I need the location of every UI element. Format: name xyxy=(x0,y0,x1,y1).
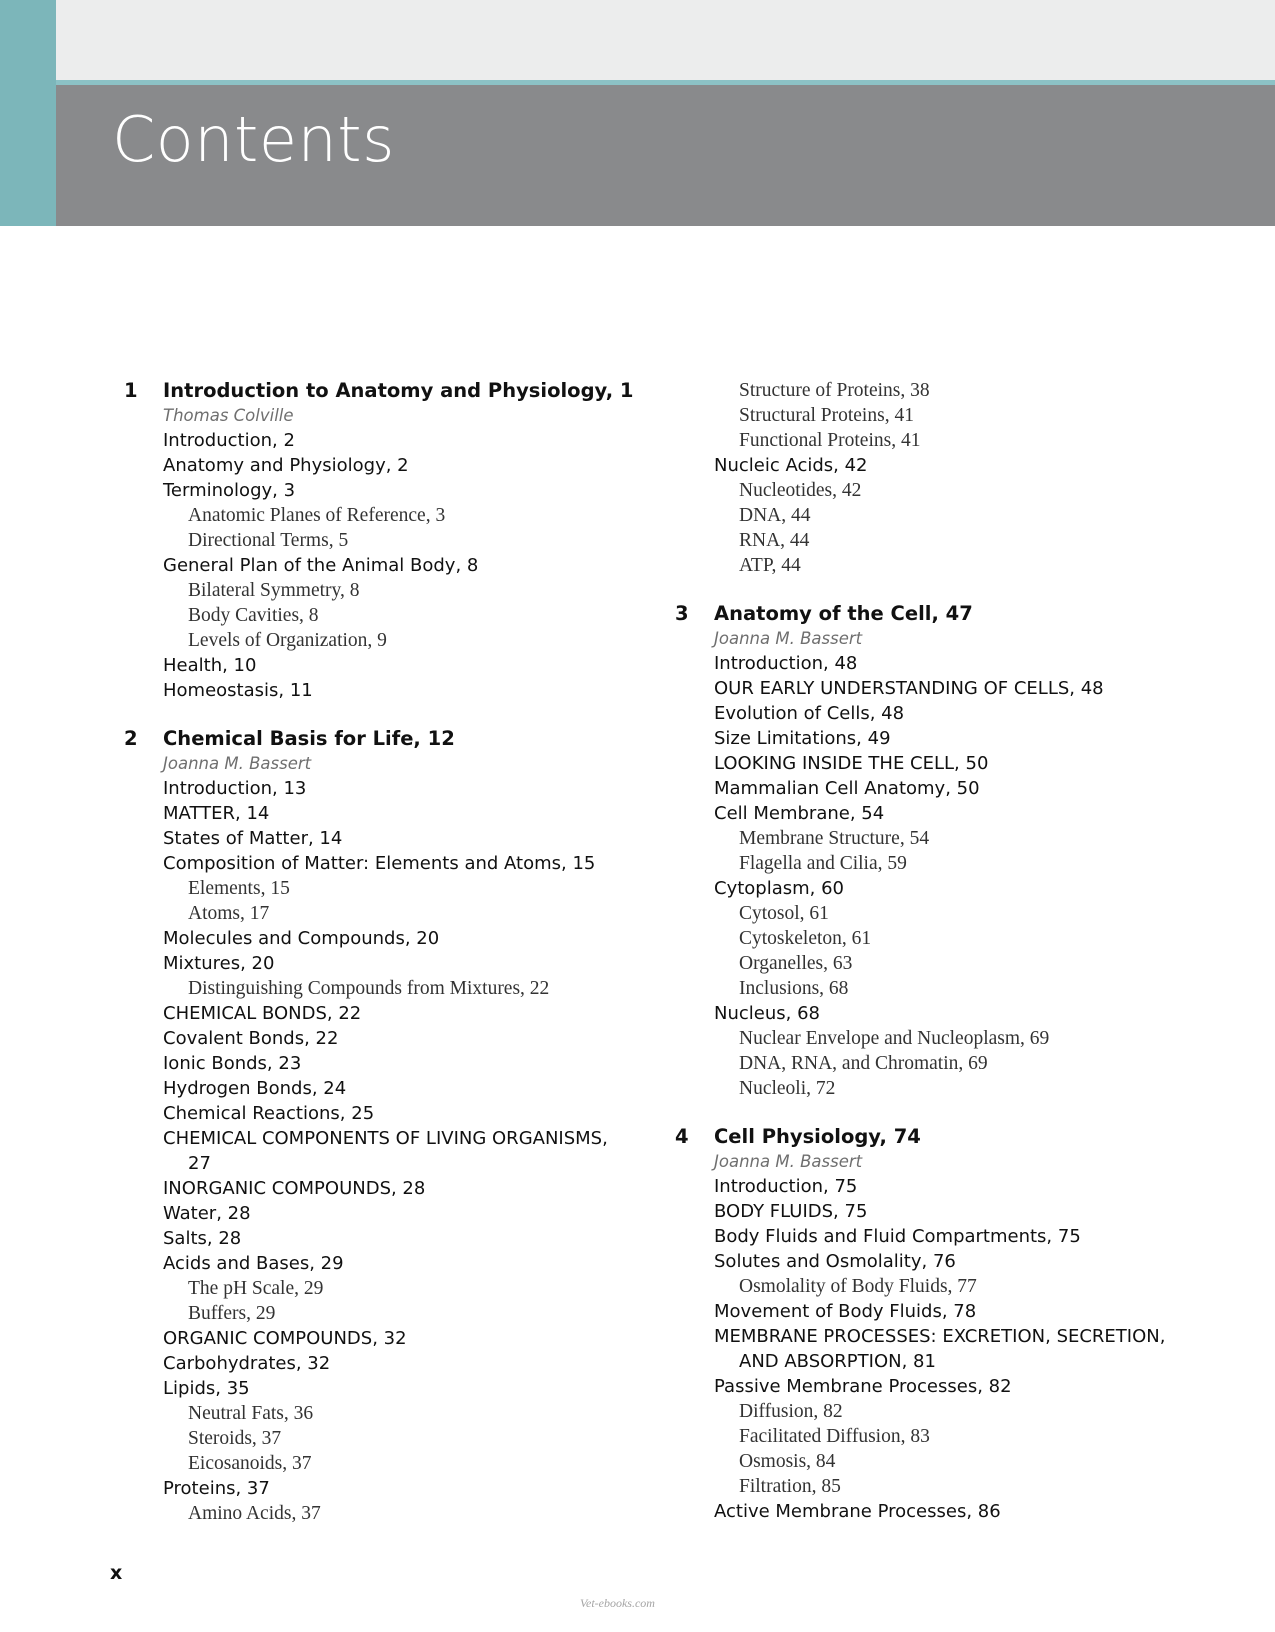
chapter-number: 4 xyxy=(675,1125,689,1148)
toc-entry[interactable]: Nucleic Acids, 42 xyxy=(714,455,868,476)
toc-subentry[interactable]: Directional Terms, 5 xyxy=(188,530,349,551)
toc-entry[interactable]: Mammalian Cell Anatomy, 50 xyxy=(714,778,980,799)
toc-subentry[interactable]: Membrane Structure, 54 xyxy=(739,828,930,849)
toc-subentry[interactable]: Cytoskeleton, 61 xyxy=(739,928,872,949)
toc-subentry[interactable]: Inclusions, 68 xyxy=(739,978,849,999)
chapter-number: 1 xyxy=(124,379,138,402)
toc-subentry[interactable]: ATP, 44 xyxy=(739,555,801,576)
toc-subentry[interactable]: Functional Proteins, 41 xyxy=(739,430,921,451)
toc-entry[interactable]: Anatomy and Physiology, 2 xyxy=(163,455,409,476)
toc-subentry[interactable]: Eicosanoids, 37 xyxy=(188,1453,312,1474)
toc-entry[interactable]: Composition of Matter: Elements and Atoms, 15 xyxy=(163,853,596,874)
toc-subentry[interactable]: Buffers, 29 xyxy=(188,1303,276,1324)
chapter-title[interactable]: Introduction to Anatomy and Physiology, 1 xyxy=(163,379,634,402)
toc-entry[interactable]: Homeostasis, 11 xyxy=(163,680,313,701)
toc-subentry[interactable]: Osmosis, 84 xyxy=(739,1451,836,1472)
header-accent-bar xyxy=(0,0,56,226)
toc-entry[interactable]: Health, 10 xyxy=(163,655,257,676)
page-title: Contents xyxy=(112,103,395,176)
toc-entry[interactable]: General Plan of the Animal Body, 8 xyxy=(163,555,479,576)
chapter-author: Joanna M. Bassert xyxy=(714,1152,863,1171)
toc-subentry[interactable]: The pH Scale, 29 xyxy=(188,1278,324,1299)
chapter-number: 3 xyxy=(675,602,689,625)
toc-entry[interactable]: Hydrogen Bonds, 24 xyxy=(163,1078,347,1099)
toc-subentry[interactable]: DNA, 44 xyxy=(739,505,811,526)
toc-entry[interactable]: Chemical Reactions, 25 xyxy=(163,1103,375,1124)
toc-entry[interactable]: Salts, 28 xyxy=(163,1228,242,1249)
chapter-title[interactable]: Chemical Basis for Life, 12 xyxy=(163,727,455,750)
toc-entry[interactable]: Lipids, 35 xyxy=(163,1378,250,1399)
toc-subentry[interactable]: Anatomic Planes of Reference, 3 xyxy=(188,505,446,526)
toc-entry[interactable]: OUR EARLY UNDERSTANDING OF CELLS, 48 xyxy=(714,678,1104,699)
toc-entry[interactable]: Evolution of Cells, 48 xyxy=(714,703,905,724)
section-gap xyxy=(124,703,644,726)
toc-entry[interactable]: INORGANIC COMPOUNDS, 28 xyxy=(163,1178,426,1199)
toc-subentry[interactable]: Amino Acids, 37 xyxy=(188,1503,321,1524)
toc-subentry[interactable]: Nucleotides, 42 xyxy=(739,480,862,501)
toc-entry[interactable]: Ionic Bonds, 23 xyxy=(163,1053,302,1074)
toc-entry[interactable]: Cell Membrane, 54 xyxy=(714,803,885,824)
header-top-band xyxy=(0,0,1275,82)
toc-entry-continuation: AND ABSORPTION, 81 xyxy=(739,1351,936,1372)
toc-entry[interactable]: Introduction, 13 xyxy=(163,778,307,799)
chapter-heading xyxy=(675,1124,1195,1149)
toc-subentry[interactable]: Diffusion, 82 xyxy=(739,1401,843,1422)
toc-entry[interactable]: Nucleus, 68 xyxy=(714,1003,820,1024)
toc-entry[interactable]: Introduction, 2 xyxy=(163,430,295,451)
toc-entry[interactable]: Terminology, 3 xyxy=(163,480,296,501)
toc-entry[interactable]: Introduction, 48 xyxy=(714,653,858,674)
toc-entry[interactable]: Water, 28 xyxy=(163,1203,251,1224)
toc-subentry[interactable]: Neutral Fats, 36 xyxy=(188,1403,314,1424)
toc-entry[interactable]: Movement of Body Fluids, 78 xyxy=(714,1301,977,1322)
chapter-heading xyxy=(124,726,644,751)
toc-subentry[interactable]: Nucleoli, 72 xyxy=(739,1078,836,1099)
toc-subentry[interactable]: DNA, RNA, and Chromatin, 69 xyxy=(739,1053,988,1074)
toc-entry[interactable]: Mixtures, 20 xyxy=(163,953,275,974)
toc-entry[interactable]: States of Matter, 14 xyxy=(163,828,343,849)
toc-subentry[interactable]: Bilateral Symmetry, 8 xyxy=(188,580,360,601)
toc-entry[interactable]: Size Limitations, 49 xyxy=(714,728,891,749)
toc-entry[interactable]: ORGANIC COMPOUNDS, 32 xyxy=(163,1328,407,1349)
toc-subentry[interactable]: Elements, 15 xyxy=(188,878,290,899)
toc-entry[interactable]: MEMBRANE PROCESSES: EXCRETION, SECRETION, xyxy=(714,1326,1166,1347)
toc-entry[interactable]: BODY FLUIDS, 75 xyxy=(714,1201,868,1222)
toc-entry[interactable]: Body Fluids and Fluid Compartments, 75 xyxy=(714,1226,1081,1247)
toc-entry[interactable]: CHEMICAL BONDS, 22 xyxy=(163,1003,362,1024)
chapter-heading xyxy=(124,378,644,403)
chapter-title[interactable]: Anatomy of the Cell, 47 xyxy=(714,602,973,625)
toc-entry[interactable]: Active Membrane Processes, 86 xyxy=(714,1501,1001,1522)
toc-subentry[interactable]: Filtration, 85 xyxy=(739,1476,841,1497)
chapter-number: 2 xyxy=(124,727,138,750)
toc-entry[interactable]: Passive Membrane Processes, 82 xyxy=(714,1376,1012,1397)
chapter-author: Thomas Colville xyxy=(163,406,294,425)
toc-column-left xyxy=(124,378,644,1526)
toc-entry[interactable]: Cytoplasm, 60 xyxy=(714,878,845,899)
toc-subentry[interactable]: Organelles, 63 xyxy=(739,953,853,974)
toc-entry[interactable]: Carbohydrates, 32 xyxy=(163,1353,331,1374)
toc-subentry[interactable]: Cytosol, 61 xyxy=(739,903,829,924)
toc-entry[interactable]: MATTER, 14 xyxy=(163,803,270,824)
section-gap xyxy=(675,1101,1195,1124)
watermark: Vet-ebooks.com xyxy=(580,1596,655,1610)
toc-subentry[interactable]: RNA, 44 xyxy=(739,530,810,551)
page-number: x xyxy=(110,1562,123,1584)
chapter-title[interactable]: Cell Physiology, 74 xyxy=(714,1125,921,1148)
toc-column-right xyxy=(675,378,1195,1524)
toc-entry[interactable]: Covalent Bonds, 22 xyxy=(163,1028,339,1049)
toc-subentry[interactable]: Body Cavities, 8 xyxy=(188,605,319,626)
toc-entry[interactable]: Proteins, 37 xyxy=(163,1478,270,1499)
toc-subentry[interactable]: Structure of Proteins, 38 xyxy=(739,380,930,401)
section-gap xyxy=(675,578,1195,601)
toc-subentry[interactable]: Osmolality of Body Fluids, 77 xyxy=(739,1276,977,1297)
toc-subentry[interactable]: Structural Proteins, 41 xyxy=(739,405,914,426)
toc-entry[interactable]: LOOKING INSIDE THE CELL, 50 xyxy=(714,753,989,774)
toc-subentry[interactable]: Distinguishing Compounds from Mixtures, 22 xyxy=(188,978,550,999)
chapter-heading xyxy=(675,601,1195,626)
toc-subentry[interactable]: Flagella and Cilia, 59 xyxy=(739,853,907,874)
toc-entry[interactable]: Introduction, 75 xyxy=(714,1176,858,1197)
toc-subentry[interactable]: Levels of Organization, 9 xyxy=(188,630,387,651)
toc-entry[interactable]: Solutes and Osmolality, 76 xyxy=(714,1251,956,1272)
chapter-author: Joanna M. Bassert xyxy=(163,754,312,773)
toc-subentry[interactable]: Nuclear Envelope and Nucleoplasm, 69 xyxy=(739,1028,1050,1049)
toc-subentry[interactable]: Atoms, 17 xyxy=(188,903,270,924)
toc-entry-continuation: 27 xyxy=(188,1153,211,1174)
toc-entry[interactable]: Molecules and Compounds, 20 xyxy=(163,928,440,949)
toc-entry[interactable]: CHEMICAL COMPONENTS OF LIVING ORGANISMS, xyxy=(163,1128,608,1149)
toc-entry[interactable]: Acids and Bases, 29 xyxy=(163,1253,344,1274)
toc-subentry[interactable]: Facilitated Diffusion, 83 xyxy=(739,1426,930,1447)
toc-subentry[interactable]: Steroids, 37 xyxy=(188,1428,282,1449)
chapter-author: Joanna M. Bassert xyxy=(714,629,863,648)
